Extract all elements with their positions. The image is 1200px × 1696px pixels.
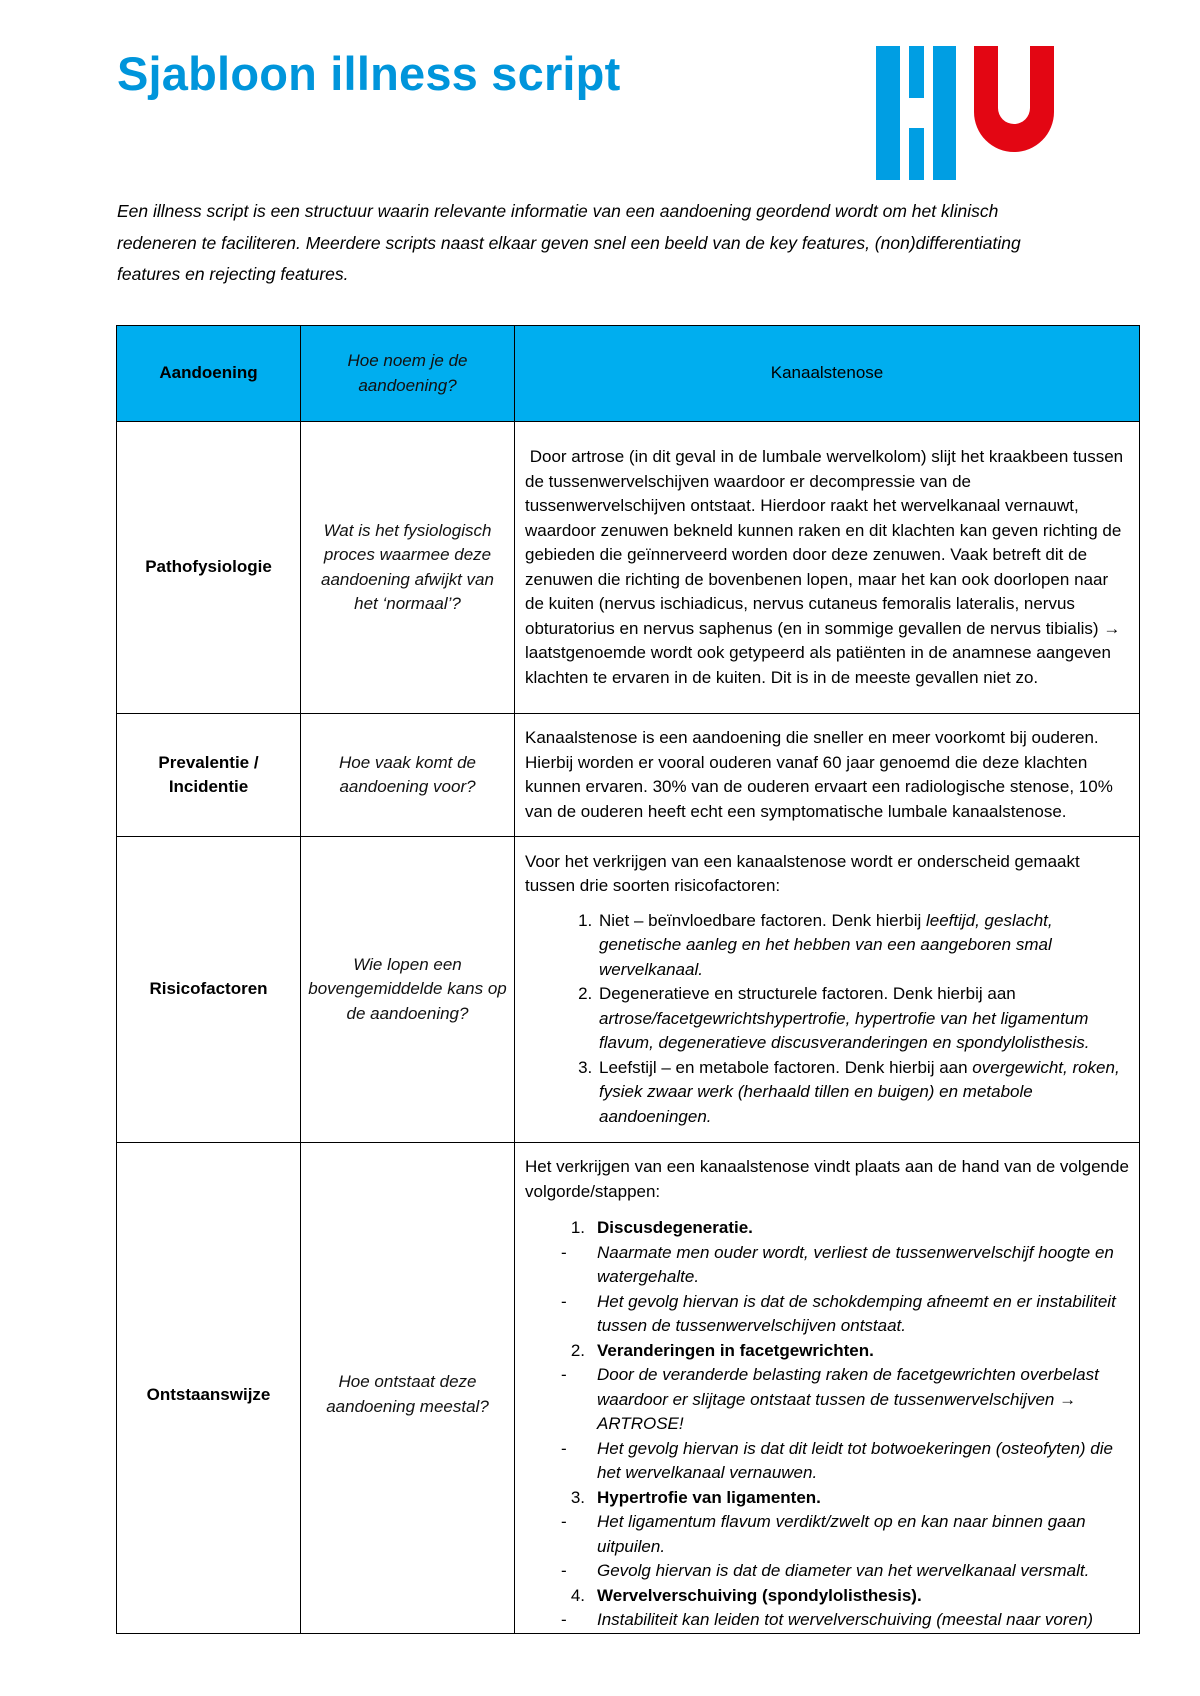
list-item: - Door de veranderde belasting raken de facetgewrichten overbelast waardoor er slijtage ontstaat tussen de tussenwervelschijven → ARTROSE!	[561, 1365, 1099, 1433]
row-answer	[515, 1143, 1140, 1634]
row-label: Aandoening	[117, 326, 301, 422]
row-answer	[515, 714, 1140, 837]
hu-logo	[876, 46, 1054, 180]
step-title: Hypertrofie van ligamenten.	[597, 1487, 821, 1507]
logo-bar-middle	[933, 46, 956, 180]
step-title: Veranderingen in facetgewrichten.	[597, 1340, 874, 1360]
answer-intro: Het verkrijgen van een kanaalstenose vindt plaats aan de hand van de volgende volgorde/stappen:	[525, 1157, 1129, 1201]
step-2: 2. Veranderingen in facetgewrichten. - Door de veranderde belasting raken de facetgewrichten overbelast waardoor er slijtage ontstaat tussen de tussenwervelschijven → ARTROSE! - Het gevolg hiervan is dat dit leidt tot botwoekeringen (osteofyten) die het wervelkanaal vernauwen.	[525, 1339, 1129, 1486]
row-question: Hoe ontstaat deze aandoening meestal?	[301, 1143, 515, 1634]
row-answer	[515, 422, 1140, 714]
table-row-prevalentie	[117, 714, 1140, 837]
step-4: 4. Wervelverschuiving (spondylolisthesis). - Instabiliteit kan leiden tot wervelverschuiving (meestal naar voren)	[525, 1584, 1129, 1633]
logo-u-shape	[974, 46, 1054, 154]
step-title: Discusdegeneratie.	[597, 1218, 753, 1237]
row-question: Hoe vaak komt de aandoening voor?	[301, 714, 515, 837]
answer-text: Kanaalstenose is een aandoening die sneller en meer voorkomt bij ouderen. Hierbij worden er vooral ouderen vanaf 60 jaar genoemd die deze klachten kunnen ervaren. 30% van de ouderen ervaart een radiologische stenose, 10% van de ouderen heeft echt een symptomatische lumbale kanaalstenose.	[525, 728, 1113, 821]
list-item: - Gevolg hiervan is dat de diameter van het wervelkanaal versmalt.	[561, 1561, 1090, 1580]
logo-bar-left	[876, 46, 900, 180]
list-item: - Het gevolg hiervan is dat dit leidt tot botwoekeringen (osteofyten) die het wervelkanaal vernauwen.	[561, 1438, 1113, 1482]
row-answer	[515, 837, 1140, 1143]
table-row-ontstaanswijze	[117, 1143, 1140, 1634]
row-label: Prevalentie / Incidentie	[117, 714, 301, 837]
step-3: 3. Hypertrofie van ligamenten. - Het ligamentum flavum verdikt/zwelt op en kan naar binnen gaan uitpuilen. - Gevolg hiervan is dat de diameter van het wervelkanaal versmalt.	[525, 1486, 1129, 1584]
row-question: Wat is het fysiologisch proces waarmee deze aandoening afwijkt van het ‘normaal’?	[301, 422, 515, 714]
list-item: - Instabiliteit kan leiden tot wervelverschuiving (meestal naar voren)	[561, 1610, 1094, 1629]
step-1: 1. Discusdegeneratie. - Naarmate men ouder wordt, verliest de tussenwervelschijf hoogte en watergehalte. - Het gevolg hiervan is dat de schokdemping afneemt en er instabiliteit tussen de tussenwervelschijven ontstaat.	[525, 1216, 1129, 1339]
row-label: Pathofysiologie	[117, 422, 301, 714]
row-question: Wie lopen een bovengemiddelde kans op de aandoening?	[301, 837, 515, 1143]
list-item: - Naarmate men ouder wordt, verliest de tussenwervelschijf hoogte en watergehalte.	[561, 1242, 1114, 1286]
row-label: Risicofactoren	[117, 837, 301, 1143]
answer-intro: Voor het verkrijgen van een kanaalstenose wordt er onderscheid gemaakt tussen drie soorten risicofactoren:	[525, 851, 1080, 896]
illness-script-table	[116, 325, 1140, 1634]
list-item: - Het gevolg hiervan is dat de schokdemping afneemt en er instabiliteit tussen de tussenwervelschijven ontstaat.	[561, 1291, 1116, 1335]
answer-text: Door artrose (in dit geval in de lumbale wervelkolom) slijt het kraakbeen tussen de tussenwervelschijven waardoor er decompressie van de tussenwervelschijven ontstaat. Hierdoor raakt het wervelkanaal vernauwt, waardoor zenuwen bekneld kunnen raken en dit klachten kan geven richting de gebieden die geïnnerveerd worden door deze zenuwen. Vaak betreft dit de zenuwen die richting de bovenbenen lopen, maar het kan ook doorlopen naar de kuiten (nervus ischiadicus, nervus cutaneus femoralis lateralis, nervus obturatorius en nervus saphenus (en in sommige gevallen de nervus tibialis) → laatstgenoemde wordt ook getypeerd als patiënten in de anamnese aangeven klachten te ervaren in de kuiten. Dit is in de meeste gevallen niet zo.	[525, 447, 1128, 687]
list-item: 2. Degeneratieve en structurele factoren. Denk hierbij aan artrose/facetgewrichtshypertrofie, hypertrofie van het ligamentum flavum, degeneratieve discusveranderingen en spondylolisthesis.	[597, 982, 1129, 1056]
list-item: - Het ligamentum flavum verdikt/zwelt op en kan naar binnen gaan uitpuilen.	[561, 1512, 1086, 1556]
risk-factor-list	[525, 909, 1129, 1130]
row-label: Ontstaanswijze	[117, 1143, 301, 1634]
list-item: 3. Leefstijl – en metabole factoren. Denk hierbij aan overgewicht, roken, fysiek zwaar werk (herhaald tillen en buigen) en metabole aandoeningen.	[597, 1056, 1129, 1130]
table-row-risicofactoren	[117, 837, 1140, 1143]
logo-block-top	[909, 46, 924, 98]
row-question: Hoe noem je de aandoening?	[301, 326, 515, 422]
step-title: Wervelverschuiving (spondylolisthesis).	[597, 1585, 922, 1605]
page-title: Sjabloon illness script	[117, 47, 621, 100]
condition-name: Kanaalstenose	[515, 326, 1140, 422]
list-item: 1. Niet – beïnvloedbare factoren. Denk hierbij leeftijd, geslacht, genetische aanleg en het hebben van een aangeboren smal wervelkanaal.	[597, 909, 1129, 983]
intro-text: Een illness script is een structuur waarin relevante informatie van een aandoening geordend wordt om het klinisch redeneren te faciliteren. Meerdere scripts naast elkaar geven snel een beeld van de key features, (non)differentiating features en rejecting features.	[117, 201, 1021, 284]
logo-block-bottom	[909, 128, 924, 180]
table-row-header	[117, 326, 1140, 422]
table-row-pathofysiologie	[117, 422, 1140, 714]
